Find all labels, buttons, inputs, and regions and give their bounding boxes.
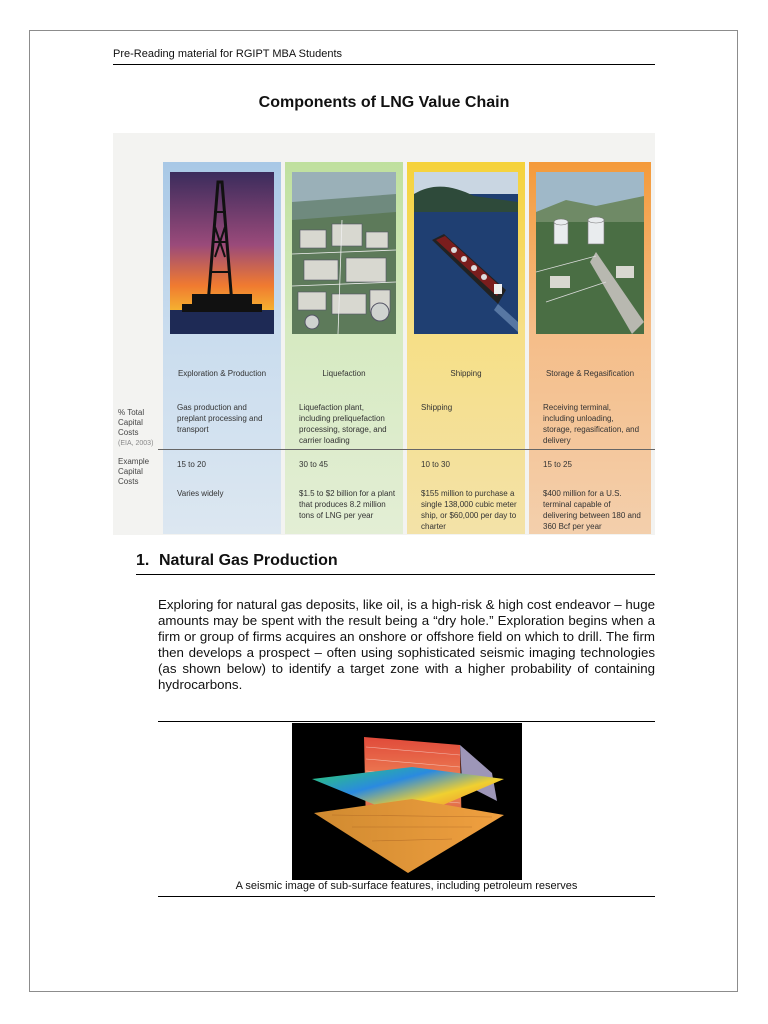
stage-column-liquefaction (285, 162, 403, 534)
running-header: Pre-Reading material for RGIPT MBA Students (113, 46, 655, 65)
stage-label: Liquefaction (322, 369, 366, 378)
stage-description: Shipping (421, 403, 453, 412)
figure-bottom-rule (158, 896, 655, 897)
lng-value-chain-figure (113, 133, 655, 535)
row-label-total-costs-text: % Total Capital Costs (118, 408, 145, 437)
stage-label: Storage & Regasification (545, 369, 635, 378)
stage-example-cost: $1.5 to $2 billion for a plant that produces 8.2 million tons of LNG per year (299, 489, 396, 520)
storage-terminal-photo (536, 172, 644, 334)
stage-column-storage (529, 162, 651, 534)
stage-cost-percent: 15 to 20 (177, 460, 206, 469)
stage-example-cost: $400 million for a U.S. terminal capable of delivering between 180 and 360 Bcf per year (543, 489, 641, 531)
body-paragraph: Exploring for natural gas deposits, like oil, is a high-risk & high cost endeavor – huge amounts may be spent with the result being a “dry hole.” Exploration begins when a firm or group of firms acquires an onshore or offshore field on which to drill. The firm then develops a prospect – often using sophisticated seismic imaging technologies (as shown below) to identify a target zone with a higher probability of containing hydrocarbons. (158, 597, 655, 692)
stage-example-cost: Varies widely (177, 489, 224, 498)
stage-cost-percent: 10 to 30 (421, 460, 450, 469)
stage-description: Receiving terminal, including unloading, storage, regasification, and delivery (543, 403, 640, 445)
figure-top-rule (158, 721, 655, 722)
liquefaction-plant-photo (292, 172, 396, 334)
seismic-image (292, 723, 522, 880)
section-number: 1. (136, 552, 150, 569)
stage-column-exploration (163, 162, 281, 534)
oil-rig-photo (170, 172, 274, 334)
row-label-source: (EIA, 2003) (118, 440, 154, 447)
stage-description: Liquefaction plant, including preliquefaction processing, storage, and carrier loading (299, 403, 387, 445)
section-title-text: Natural Gas Production (159, 552, 338, 569)
row-divider (158, 449, 655, 450)
stage-label: Shipping (450, 369, 482, 378)
stage-example-cost: $155 million to purchase a single 138,000 cubic meter ship, or $60,000 per day to charter (421, 489, 517, 531)
stage-description: Gas production and preplant processing and transport (177, 403, 263, 434)
row-label-total-costs (118, 408, 164, 449)
stage-label: Exploration & Production (177, 369, 267, 378)
stage-cost-percent: 15 to 25 (543, 460, 572, 469)
lng-tanker-photo (414, 172, 518, 334)
stage-cost-percent: 30 to 45 (299, 460, 328, 469)
section-heading (136, 552, 655, 575)
row-label-example-costs: Example Capital Costs (118, 457, 150, 486)
stage-column-shipping (407, 162, 525, 534)
document-title: Components of LNG Value Chain (258, 94, 510, 111)
seismic-caption: A seismic image of sub-surface features, including petroleum reserves (235, 880, 578, 892)
